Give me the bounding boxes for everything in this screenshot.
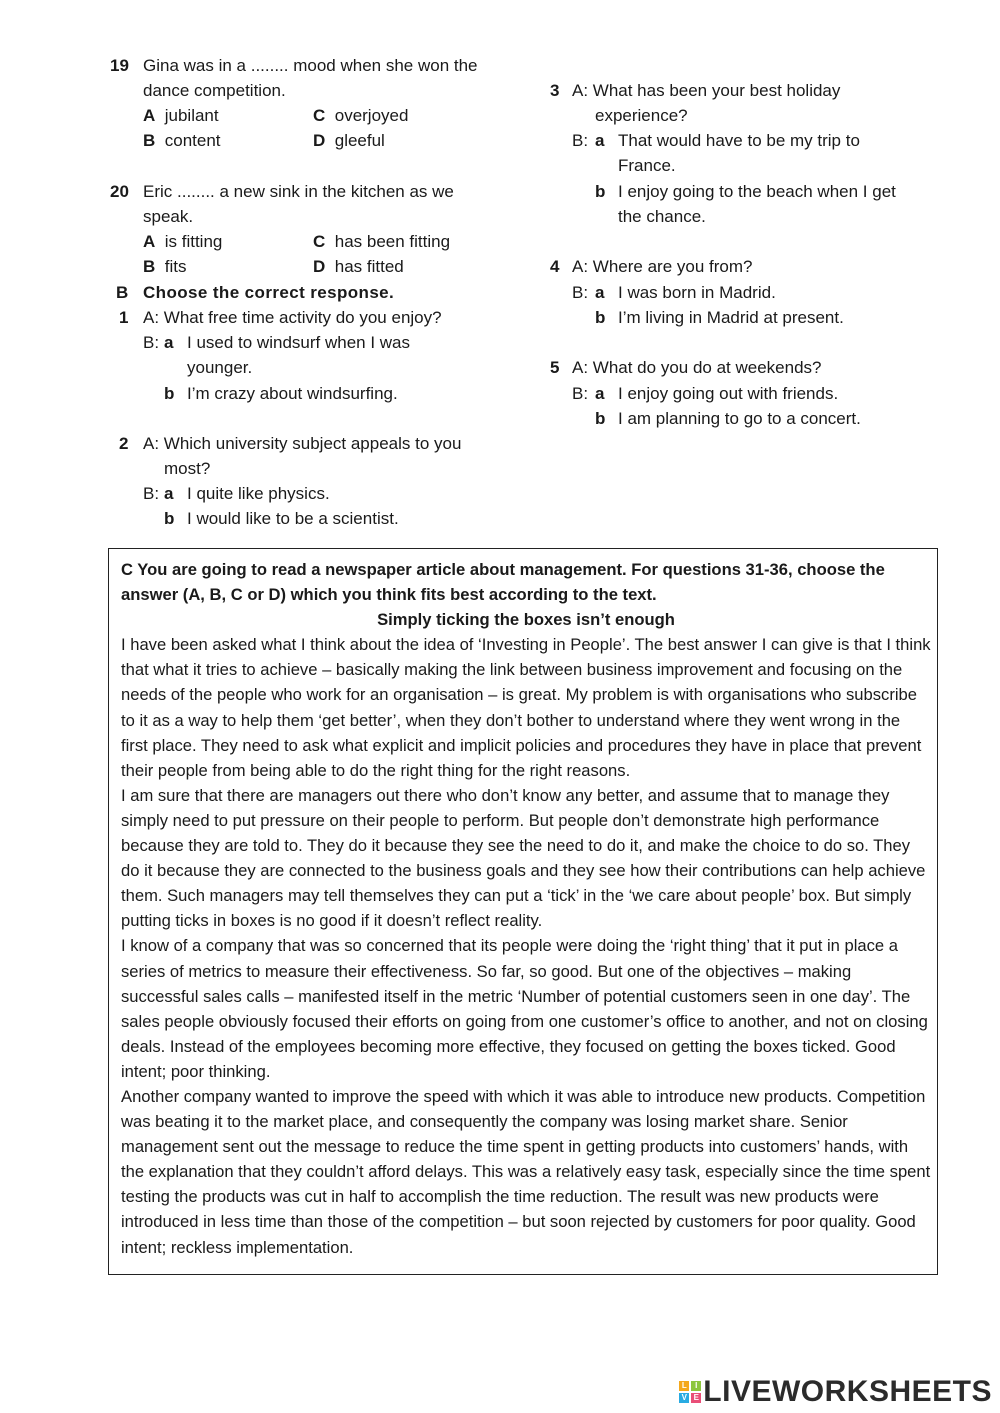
option-letter: D bbox=[313, 131, 326, 150]
section-c-instructions: C You are going to read a newspaper article about management. For questions 31-36, choose the answer (A, B, C or D) which you think fits best according to the text. bbox=[121, 560, 885, 605]
option-letter: D bbox=[313, 257, 326, 276]
response-1-number: 1 bbox=[119, 308, 129, 327]
article-paragraph-2: I am sure that there are managers out there who don’t know any better, and assume that to manage they simply need to put pressure on their people to perform. But people don’t demonstrate high performance because they are told to. They do it because they see the need to do it, and make the choice to do so. They do it because they are connected to the business goals and they see how their contributions can help achieve them. Such managers may tell themselves they can put a ‘tick’ in the ‘we care about people’ box. But simply putting ticks in boxes is no good if it doesn’t reflect reality. bbox=[121, 785, 926, 931]
q19-option-d[interactable] bbox=[313, 128, 385, 153]
reading-passage bbox=[121, 557, 931, 1260]
article-paragraph-4: Another company wanted to improve the speed with which it was able to introduce new products. Competition was beating it to the market place, and consequently the company was losing market share. Senior management sent out the message to reduce the time spent in getting products into customers’ hands, with the explanation that they couldn’t afford delays. This was a relatively easy task, especially since the time spent testing the products was cut in half to accomplish the time reduction. The result was new products were introduced in less time than those of the competition – but soon rejected by customers for poor quality. Good intent; reckless implementation. bbox=[121, 1086, 931, 1257]
response-4-number: 4 bbox=[550, 257, 560, 276]
question-20-text-line2: speak. bbox=[143, 207, 194, 226]
liveworksheets-logo bbox=[679, 1375, 992, 1409]
q20-option-b[interactable] bbox=[143, 254, 186, 279]
option-letter: A bbox=[143, 232, 156, 251]
section-b-title: Choose the correct response. bbox=[143, 283, 395, 302]
response-5-option-a-letter[interactable]: a bbox=[595, 384, 605, 403]
option-letter: C bbox=[313, 232, 326, 251]
option-text: is fitting bbox=[164, 232, 223, 251]
response-1-b-prefix: B: bbox=[143, 333, 160, 352]
response-5-question: A: What do you do at weekends? bbox=[572, 358, 822, 377]
response-3-question-line2: experience? bbox=[595, 106, 688, 125]
response-4-option-a-letter[interactable]: a bbox=[595, 283, 605, 302]
reading-passage-box bbox=[108, 548, 938, 1275]
response-3-question-line1: A: What has been your best holiday bbox=[572, 81, 841, 100]
response-1-option-a-line1[interactable]: I used to windsurf when I was bbox=[187, 333, 411, 352]
response-1-question: A: What free time activity do you enjoy? bbox=[143, 308, 442, 327]
response-3-number: 3 bbox=[550, 81, 560, 100]
logo-block: L bbox=[679, 1381, 689, 1391]
response-4-b-prefix: B: bbox=[572, 283, 589, 302]
response-3-option-b-letter[interactable]: b bbox=[595, 182, 606, 201]
response-2-option-b-text[interactable]: I would like to be a scientist. bbox=[187, 509, 399, 528]
option-text: fits bbox=[164, 257, 187, 276]
logo-block: I bbox=[691, 1381, 701, 1391]
response-5-option-b-letter[interactable]: b bbox=[595, 409, 606, 428]
response-3-option-a-letter[interactable]: a bbox=[595, 131, 605, 150]
response-5-option-b-text[interactable]: I am planning to go to a concert. bbox=[618, 409, 861, 428]
response-5-b-prefix: B: bbox=[572, 384, 589, 403]
option-letter: C bbox=[313, 106, 326, 125]
option-letter: B bbox=[143, 131, 156, 150]
response-1-option-b-text[interactable]: I’m crazy about windsurfing. bbox=[187, 384, 398, 403]
option-text: jubilant bbox=[164, 106, 219, 125]
q20-option-c[interactable] bbox=[313, 229, 450, 254]
response-2-option-a-text[interactable]: I quite like physics. bbox=[187, 484, 330, 503]
question-19-text-line2: dance competition. bbox=[143, 81, 286, 100]
response-5-number: 5 bbox=[550, 358, 560, 377]
question-20-number: 20 bbox=[110, 182, 129, 201]
question-20-text-line1: Eric ........ a new sink in the kitchen as we bbox=[143, 182, 454, 201]
response-2-number: 2 bbox=[119, 434, 129, 453]
option-text: content bbox=[164, 131, 221, 150]
logo-block: V bbox=[679, 1393, 689, 1403]
article-paragraph-3: I know of a company that was so concerned that its people were doing the ‘right thing’ that it put in place a series of metrics to measure their effectiveness. So far, so good. But one of the objectives – making successful sales calls – manifested itself in the metric ‘Number of potential customers seen in one day’. The sales people obviously focused their efforts on going from one customer’s office to another, and not on closing deals. Instead of the employees becoming more effective, they focused on getting the boxes ticked. Good intent; poor thinking. bbox=[121, 936, 928, 1081]
option-letter: B bbox=[143, 257, 156, 276]
response-2-question-line2: most? bbox=[164, 459, 211, 478]
q20-option-d[interactable] bbox=[313, 254, 404, 279]
response-3-option-a-line2[interactable]: France. bbox=[618, 156, 676, 175]
response-1-option-b-letter[interactable]: b bbox=[164, 384, 175, 403]
question-19-number: 19 bbox=[110, 56, 129, 75]
q20-option-a[interactable] bbox=[143, 229, 222, 254]
response-3-b-prefix: B: bbox=[572, 131, 589, 150]
option-text: has fitted bbox=[334, 257, 404, 276]
option-text: overjoyed bbox=[334, 106, 409, 125]
response-1-option-a-letter[interactable]: a bbox=[164, 333, 174, 352]
logo-text: LIVEWORKSHEETS bbox=[703, 1375, 992, 1408]
response-3-option-b-line2[interactable]: the chance. bbox=[618, 207, 706, 226]
response-3-option-a-line1[interactable]: That would have to be my trip to bbox=[618, 131, 860, 150]
section-b-letter: B bbox=[116, 283, 129, 302]
question-19-text-line1: Gina was in a ........ mood when she won the bbox=[143, 56, 478, 75]
response-1-option-a-line2[interactable]: younger. bbox=[187, 358, 253, 377]
response-2-question-line1: A: Which university subject appeals to you bbox=[143, 434, 462, 453]
article-paragraph-1: I have been asked what I think about the idea of ‘Investing in People’. The best answer I can give is that I think that what it tries to achieve – basically making the link between business improvement and focusing on the needs of the people who work for an organisation – is great. My problem is with organisations who subscribe to it as a way to help them ‘get better’, when they don’t bother to understand where they went wrong in the first place. They need to ask what explicit and implicit policies and procedures they have in place that prevent their people from being able to do the right thing for the right reasons. bbox=[121, 635, 931, 780]
response-4-option-b-letter[interactable]: b bbox=[595, 308, 606, 327]
response-2-b-prefix: B: bbox=[143, 484, 160, 503]
response-3-option-b-line1[interactable]: I enjoy going to the beach when I get bbox=[618, 182, 896, 201]
response-4-option-b-text[interactable]: I’m living in Madrid at present. bbox=[618, 308, 844, 327]
logo-blocks-icon bbox=[679, 1381, 701, 1403]
article-title: Simply ticking the boxes isn’t enough bbox=[377, 610, 675, 630]
option-text: has been fitting bbox=[334, 232, 451, 251]
response-5-option-a-text[interactable]: I enjoy going out with friends. bbox=[618, 384, 839, 403]
response-4-option-a-text[interactable]: I was born in Madrid. bbox=[618, 283, 776, 302]
response-2-option-a-letter[interactable]: a bbox=[164, 484, 174, 503]
logo-block: E bbox=[691, 1393, 701, 1403]
response-2-option-b-letter[interactable]: b bbox=[164, 509, 175, 528]
option-text: gleeful bbox=[334, 131, 385, 150]
response-4-question: A: Where are you from? bbox=[572, 257, 753, 276]
q19-option-c[interactable] bbox=[313, 103, 408, 128]
q19-option-a[interactable] bbox=[143, 103, 219, 128]
q19-option-b[interactable] bbox=[143, 128, 221, 153]
option-letter: A bbox=[143, 106, 156, 125]
